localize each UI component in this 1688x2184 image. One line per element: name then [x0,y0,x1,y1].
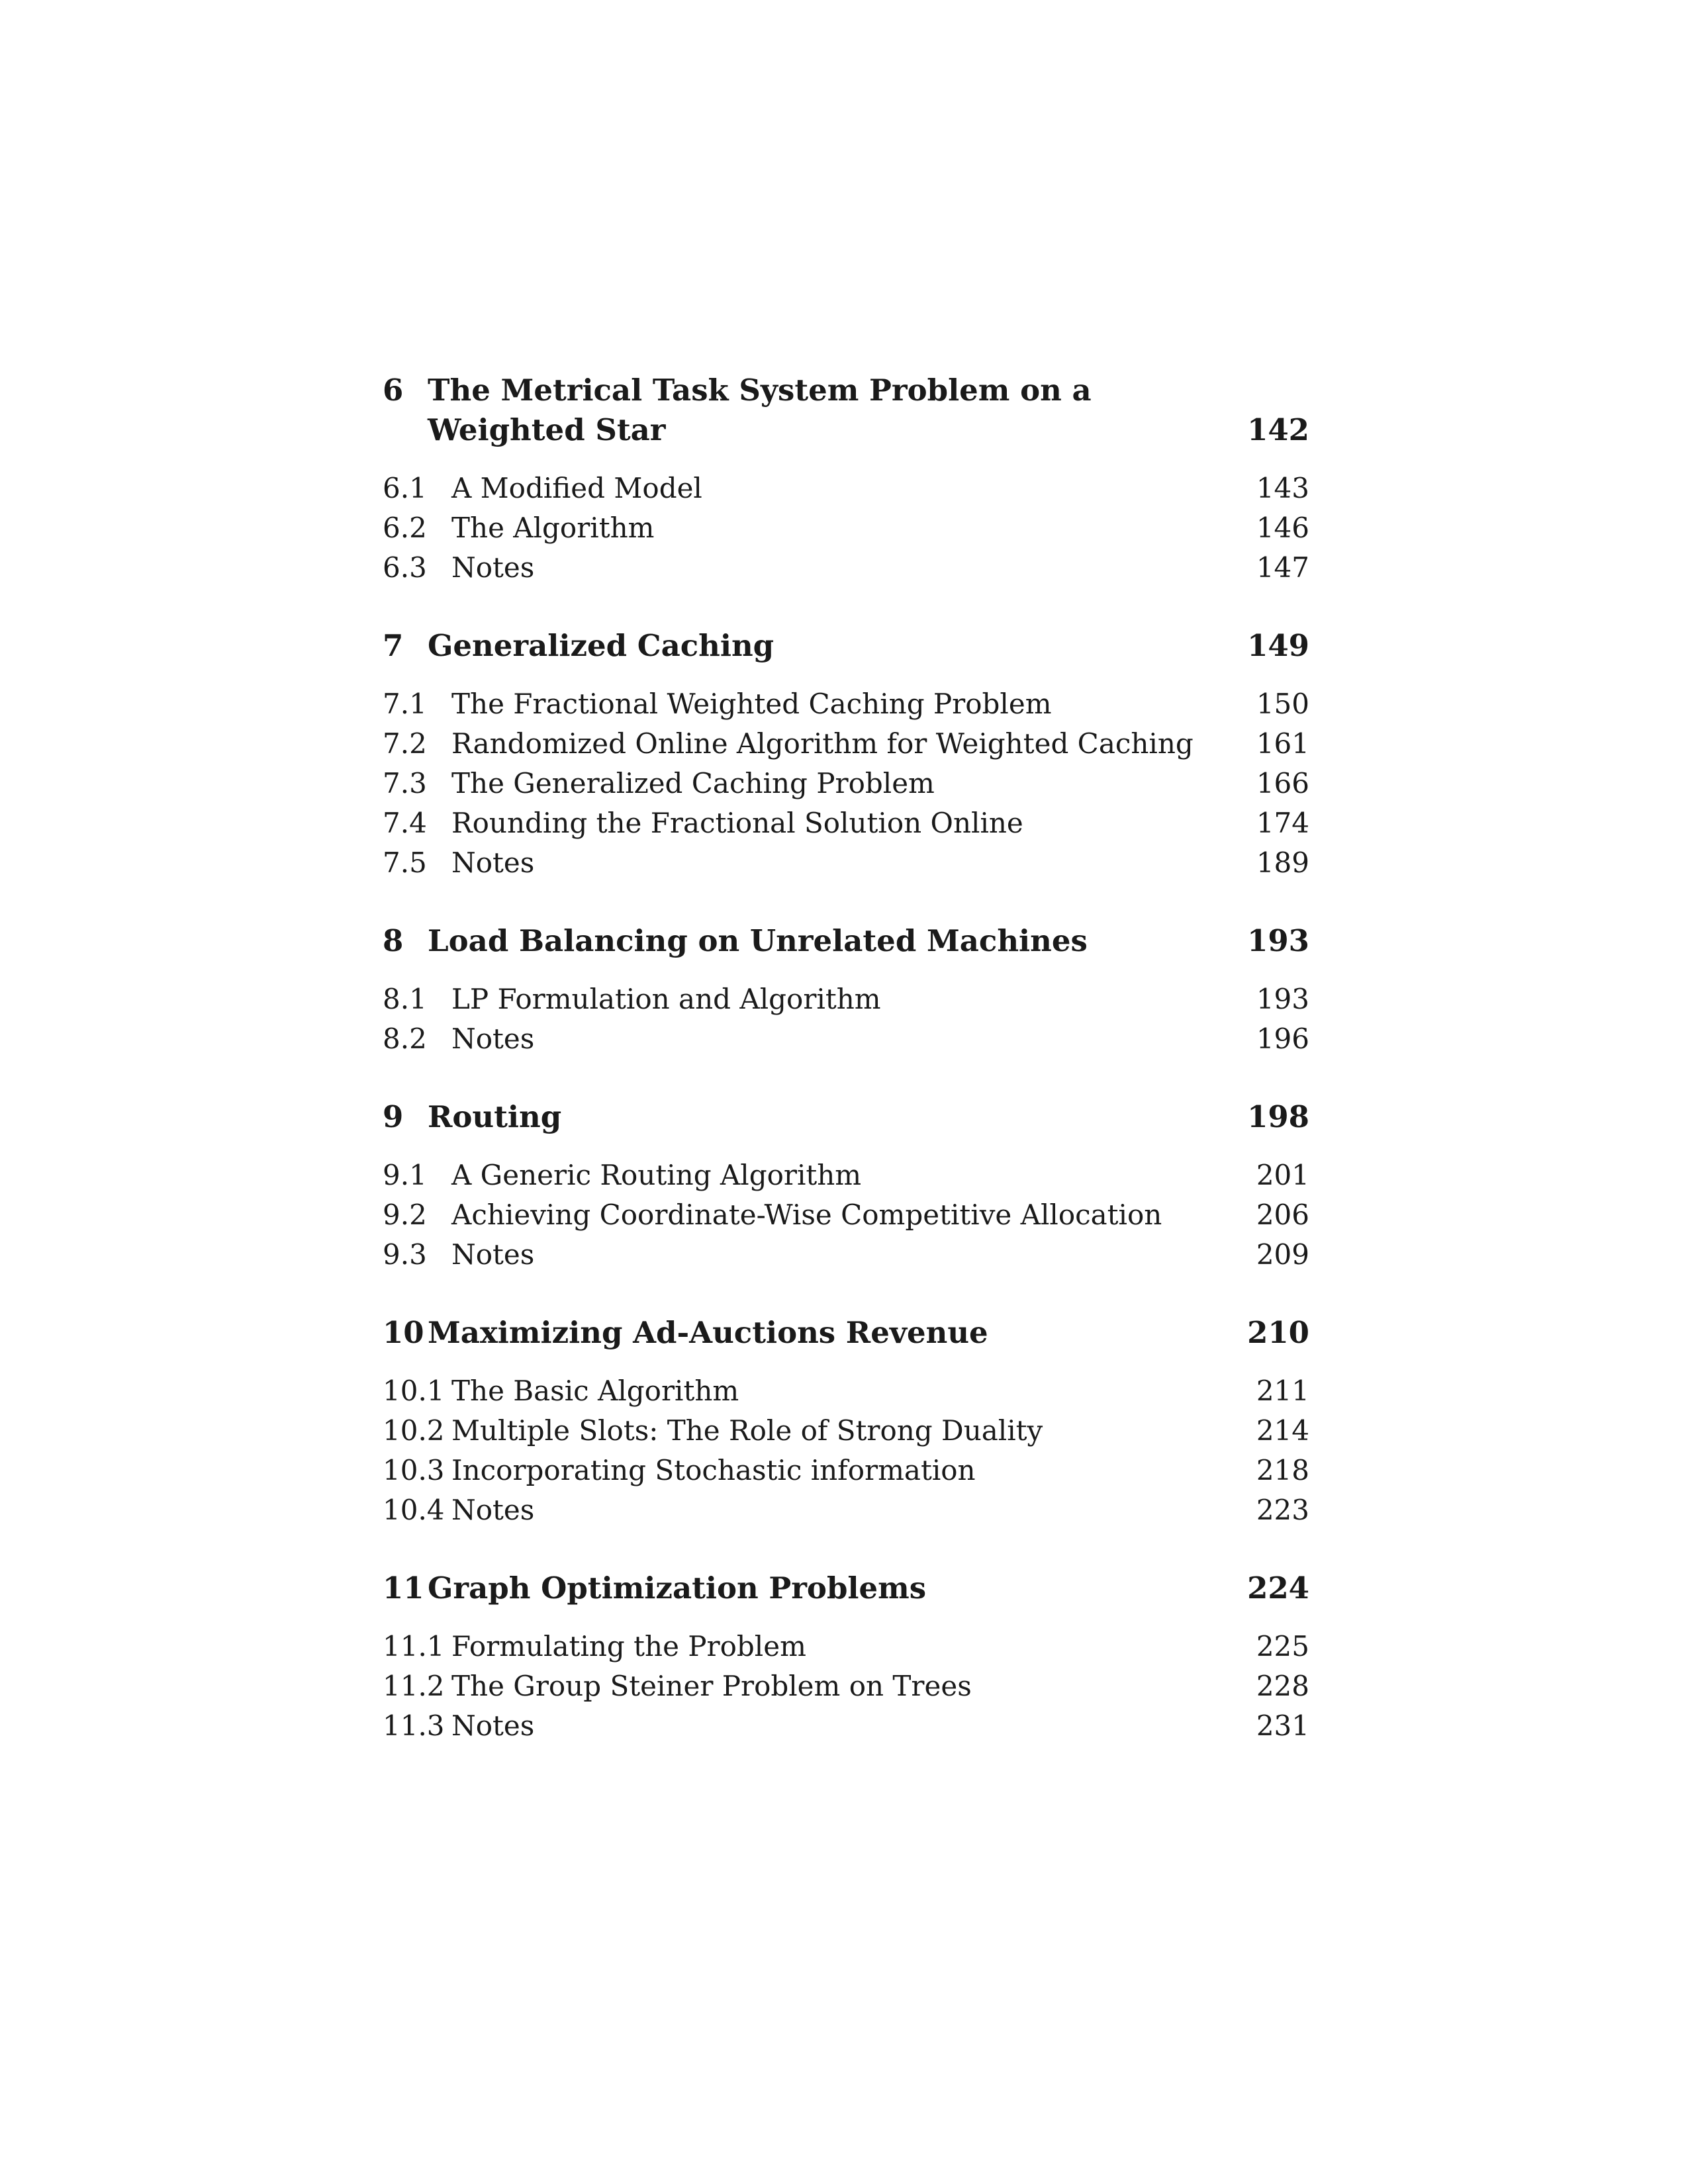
section-page-number: 214 [1256,1414,1309,1447]
chapter-page-number: 198 [1247,1099,1309,1134]
section-page-number: 161 [1256,727,1309,760]
section-number: 10.2 [383,1414,445,1447]
chapter-heading [383,921,1309,961]
section-entry [383,1411,1309,1451]
section-page-number: 209 [1256,1238,1309,1271]
section-entry [383,508,1309,548]
section-title: The Fractional Weighted Caching Problem [451,688,1052,720]
section-title: The Basic Algorithm [451,1375,739,1407]
section-page-number: 150 [1256,688,1309,720]
chapter-number: 7 [383,628,404,663]
chapter-heading [383,1569,1309,1608]
section-title: The Algorithm [451,512,655,544]
chapter-number: 10 [383,1315,424,1350]
section-entry [383,1156,1309,1195]
section-list [383,979,1309,1059]
chapter-heading [383,626,1309,666]
section-number: 10.1 [383,1375,445,1407]
chapter-number: 11 [383,1570,424,1606]
section-page-number: 147 [1256,551,1309,584]
chapter-heading [383,371,1309,450]
section-number: 7.4 [383,807,427,839]
section-number: 11.1 [383,1630,445,1662]
section-number: 6.3 [383,551,427,584]
section-entry [383,724,1309,764]
chapter-title: Routing [428,1099,562,1134]
section-page-number: 218 [1256,1454,1309,1486]
section-page-number: 189 [1256,846,1309,879]
section-entry [383,684,1309,724]
chapter-title: Maximizing Ad-Auctions Revenue [428,1315,988,1350]
section-page-number: 201 [1256,1159,1309,1191]
section-title: The Generalized Caching Problem [451,767,935,799]
section-entry [383,843,1309,883]
section-list [383,1156,1309,1275]
section-number: 8.2 [383,1023,427,1055]
chapter-page-number: 210 [1247,1315,1309,1350]
section-number: 6.2 [383,512,427,544]
section-title: Notes [451,1709,535,1742]
section-title: Achieving Coordinate-Wise Competitive Allocation [451,1199,1162,1231]
section-list [383,1627,1309,1746]
section-page-number: 193 [1256,983,1309,1015]
section-title: A Generic Routing Algorithm [451,1159,862,1191]
toc-chapter [383,1097,1309,1275]
chapter-number: 9 [383,1099,404,1134]
toc-chapter [383,626,1309,883]
section-entry [383,548,1309,588]
section-number: 10.3 [383,1454,445,1486]
section-number: 7.3 [383,767,427,799]
section-entry [383,1019,1309,1059]
section-title: Notes [451,1494,535,1526]
section-page-number: 231 [1256,1709,1309,1742]
section-number: 10.4 [383,1494,445,1526]
section-page-number: 228 [1256,1670,1309,1702]
section-entry [383,1195,1309,1235]
section-title: Notes [451,1238,535,1271]
section-page-number: 146 [1256,512,1309,544]
chapter-title: The Metrical Task System Problem on a Weighted Star [428,373,1092,447]
section-title: Randomized Online Algorithm for Weighted Caching [451,727,1194,760]
section-list [383,1371,1309,1530]
section-entry [383,1451,1309,1490]
section-number: 9.2 [383,1199,427,1231]
section-title: A Modified Model [451,472,702,504]
section-number: 7.1 [383,688,427,720]
section-page-number: 174 [1256,807,1309,839]
section-number: 7.5 [383,846,427,879]
toc-chapter [383,921,1309,1059]
section-entry [383,764,1309,803]
toc-chapter [383,1313,1309,1530]
section-list [383,684,1309,883]
section-entry [383,1371,1309,1411]
chapter-page-number: 224 [1247,1570,1309,1606]
section-number: 6.1 [383,472,427,504]
section-page-number: 166 [1256,767,1309,799]
chapter-number: 6 [383,373,404,408]
section-page-number: 206 [1256,1199,1309,1231]
chapter-page-number: 193 [1247,923,1309,958]
section-entry [383,1706,1309,1746]
section-entry [383,469,1309,508]
toc-chapter [383,1569,1309,1746]
chapter-number: 8 [383,923,404,958]
section-entry [383,1490,1309,1530]
section-title: LP Formulation and Algorithm [451,983,881,1015]
chapter-page-number: 142 [1247,412,1309,447]
section-list [383,469,1309,588]
chapter-page-number: 149 [1247,628,1309,663]
section-page-number: 143 [1256,472,1309,504]
toc-chapter [383,371,1309,588]
section-title: Formulating the Problem [451,1630,806,1662]
section-number: 11.2 [383,1670,445,1702]
section-entry [383,979,1309,1019]
section-number: 7.2 [383,727,427,760]
section-entry [383,1627,1309,1666]
chapter-title: Graph Optimization Problems [428,1570,927,1606]
section-number: 9.3 [383,1238,427,1271]
section-page-number: 225 [1256,1630,1309,1662]
table-of-contents [383,371,1309,1784]
section-entry [383,803,1309,843]
chapter-heading [383,1097,1309,1137]
section-title: Notes [451,1023,535,1055]
chapter-title: Load Balancing on Unrelated Machines [428,923,1088,958]
section-page-number: 196 [1256,1023,1309,1055]
section-page-number: 223 [1256,1494,1309,1526]
section-number: 8.1 [383,983,427,1015]
section-title: Incorporating Stochastic information [451,1454,976,1486]
section-title: Notes [451,846,535,879]
section-entry [383,1235,1309,1275]
section-number: 11.3 [383,1709,445,1742]
section-title: Rounding the Fractional Solution Online [451,807,1023,839]
section-number: 9.1 [383,1159,427,1191]
section-title: Notes [451,551,535,584]
chapter-title: Generalized Caching [428,628,774,663]
section-entry [383,1666,1309,1706]
chapter-heading [383,1313,1309,1353]
section-title: Multiple Slots: The Role of Strong Duality [451,1414,1043,1447]
section-page-number: 211 [1256,1375,1309,1407]
section-title: The Group Steiner Problem on Trees [451,1670,972,1702]
